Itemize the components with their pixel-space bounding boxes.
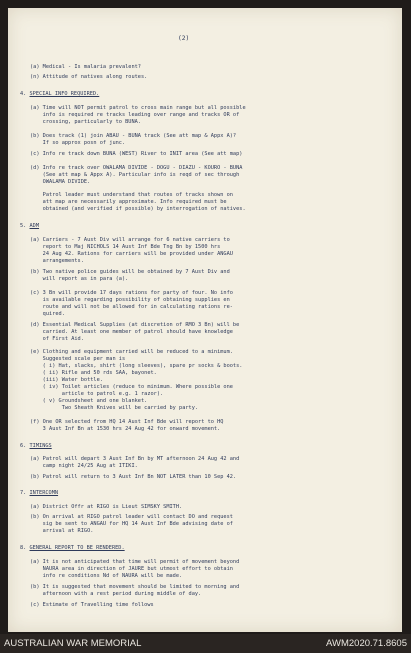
text-line: If so approx posn of junc. (30, 140, 126, 146)
text-line: Patrol leader must understand that routes of tracks shown on (30, 192, 233, 198)
text-line: (a) Medical - Is malaria prevalent? (30, 64, 141, 70)
text-line: ( v) Groundsheet and one blanket. (30, 398, 148, 404)
text-line: (b) On arrival at RIGO patrol leader will contact DO and request (30, 514, 233, 520)
text-line: (a) District Offr at RIGO is Lieut SIMSKY SMITH. (30, 504, 183, 510)
text-line: (c) Info re track down BUNA (WEST) River to INIT area (See att map) (30, 151, 243, 157)
text-line: NAURA area in direction of JAURE but utmost effort to obtain (30, 566, 233, 572)
text-line: (b) Does track (1) join ABAU - BUNA track (See att map & Appx A)? (30, 133, 237, 139)
text-line: (n) Attitude of natives along routes. (30, 74, 148, 80)
text-line: arrival at RIGO. (30, 528, 94, 534)
text-line: afternoon with a rest period during middle of day. (30, 591, 202, 597)
document-page (8, 8, 402, 632)
section-heading: 6. TIMINGS (20, 443, 52, 449)
text-line: ( ii) Rifle and 50 rds SAA, bayonet. (30, 370, 157, 376)
text-line: (a) Patrol will depart 3 Aust Inf Bn by MT afternoon 24 Aug 42 and (30, 456, 240, 462)
text-line: (c) 3 Bn will provide 17 days rations for party of four. No info (30, 290, 233, 296)
text-line: (c) Estimate of Travelling time follows (30, 602, 154, 608)
archive-footer (0, 634, 411, 653)
text-line: (b) It is suggested that movement should be limited to morning and (30, 584, 240, 590)
text-line: (b) Two native police guides will be obtained by 7 Aust Div and (30, 269, 230, 275)
text-line: 3 Aust Inf Bn at 1530 hrs 24 Aug 42 for onward movement. (30, 426, 221, 432)
text-line: will report as in para (a). (30, 276, 129, 282)
page-number: (2) (178, 35, 190, 42)
section-heading-title: GENERAL REPORT TO BE RENDERED. (29, 545, 125, 551)
text-line: (a) It is not anticipated that time will permit of movement beyond (30, 559, 240, 565)
text-line: 24 Aug 42. Rations for carriers will be provided under ANGAU (30, 251, 233, 257)
section-heading: 5. ADM (20, 223, 40, 229)
typed-text-block (8, 8, 402, 632)
section-heading-title: ADM (29, 223, 40, 229)
section-heading: 4. SPECIAL INFO REQUIRED. (20, 91, 100, 97)
text-line: crossing, particularly to BUNA. (30, 119, 141, 125)
text-line: obtained (and verified if possible) by interrogation of natives. (30, 206, 246, 212)
footer-institution: AUSTRALIAN WAR MEMORIAL (4, 638, 142, 649)
text-line: OWALAMA DIVIDE. (30, 179, 91, 185)
text-line: report to Maj NICHOLS 14 Aust Inf Bde Tng Bn by 1500 hrs (30, 244, 221, 250)
footer-accession-number: AWM2020.71.8605 (326, 638, 407, 649)
text-line: (a) Carriers - 7 Aust Div will arrange for 6 native carriers to (30, 237, 230, 243)
text-line: (f) One OR selected from HQ 14 Aust Inf Bde will report to HQ (30, 419, 224, 425)
text-line: (a) Time will NOT permit patrol to cross main range but all possible (30, 105, 246, 111)
text-line: camp night 24/25 Aug at ITIKI. (30, 463, 138, 469)
text-line: (b) Patrol will return to 3 Aust Inf Bn NOT LATER than 10 Sep 42. (30, 474, 237, 480)
text-line: route and will not be allowed for in calculating rations re- (30, 304, 233, 310)
section-heading-title: TIMINGS (29, 443, 52, 449)
text-line: ( iv) Toilet articles (reduce to minimum. Where possible one (30, 384, 233, 390)
text-line: (iii) Water bottle. (30, 377, 103, 383)
section-heading-title: INTERCOMN (29, 490, 59, 496)
text-line: info is required re tracks leading over range and tracks OR of (30, 112, 240, 118)
text-line: arrangements. (30, 258, 84, 264)
text-line: quired. (30, 311, 65, 317)
text-line: sig be sent to ANGAU for HQ 14 Aust Inf Bde advising date of (30, 521, 233, 527)
section-heading-title: SPECIAL INFO REQUIRED. (29, 91, 100, 97)
text-line: of First Aid. (30, 336, 84, 342)
text-line: article to patrol e.g. 1 razor). (30, 391, 164, 397)
text-line: info re conditions Nd of NAURA will be made. (30, 573, 183, 579)
section-heading: 7. INTERCOMN (20, 490, 59, 496)
text-line: (See att map & Appx A). Particular info is reqd of sec through (30, 172, 240, 178)
text-line: Suggested scale per man is (30, 356, 126, 362)
text-line: (d) Info re track over OWALAMA DIVIDE - DOGU - DIAZU - KOURO - BUNA (30, 165, 243, 171)
text-line: (e) Clothing and equipment carried will be reduced to a minimum. (30, 349, 233, 355)
text-line: is available regarding possibility of obtaining supplies en (30, 297, 230, 303)
text-line: Two Sheath Knives will be carried by party. (30, 405, 199, 411)
text-line: carried. At least one member of patrol should have knowledge (30, 329, 233, 335)
section-heading: 8. GENERAL REPORT TO BE RENDERED. (20, 545, 125, 551)
text-line: (d) Essential Medical Supplies (at discretion of RMO 3 Bn) will be (30, 322, 240, 328)
text-line: ( i) Hat, slacks, shirt (long sleeves), spare pr socks & boots. (30, 363, 243, 369)
text-line: att map are necessarily approximate. Info required must be (30, 199, 227, 205)
